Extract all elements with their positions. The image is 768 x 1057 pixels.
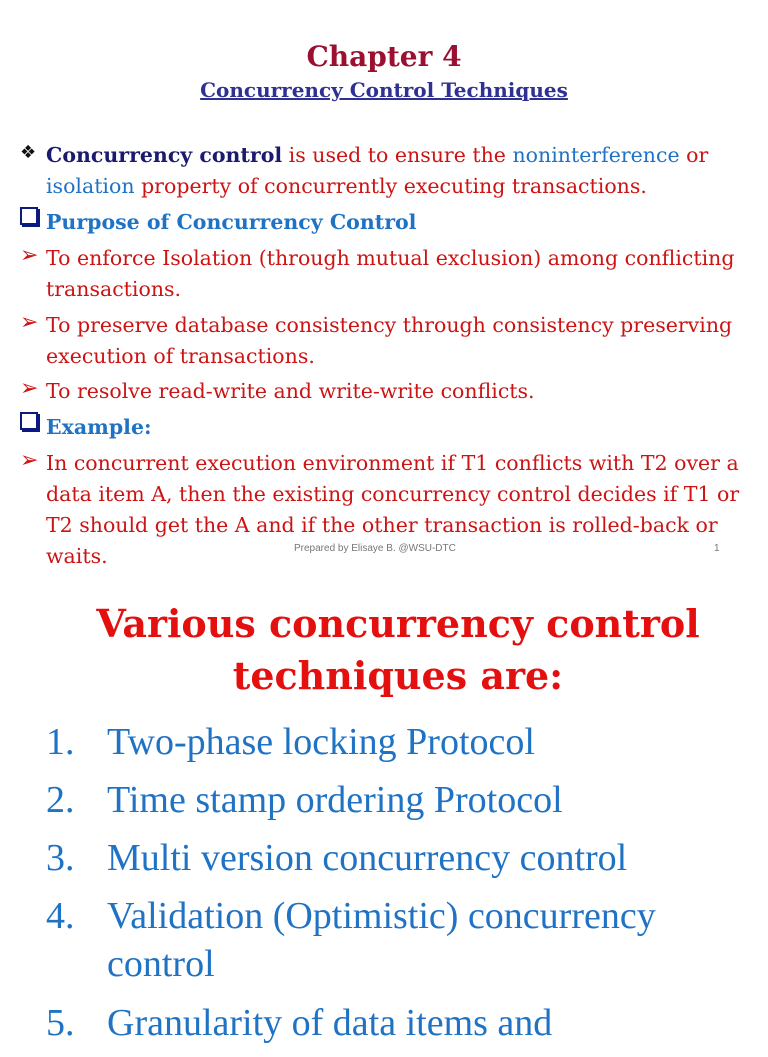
chapter-subtitle: Concurrency Control Techniques <box>200 78 568 102</box>
techniques-title-line-2: techniques are: <box>232 653 564 698</box>
techniques-title-line-1: Various concurrency control <box>96 601 700 646</box>
checkbox-square-bullet-icon <box>20 207 38 229</box>
purpose-item-text: To enforce Isolation (through mutual exclusion) among conflicting transactions. <box>46 246 735 301</box>
list-item-text: Time stamp ordering Protocol <box>107 779 563 821</box>
purpose-section <box>20 207 745 238</box>
four-diamond-bullet-icon: ❖ <box>20 142 37 163</box>
arrowhead-bullet-icon: ➢ <box>20 243 39 268</box>
purpose-item <box>20 243 745 305</box>
noninterference-term: noninterference <box>512 143 680 167</box>
list-item <box>46 892 746 999</box>
page-number: 1 <box>714 543 720 554</box>
list-item <box>46 999 746 1057</box>
isolation-term: isolation <box>46 174 135 198</box>
list-item-number: 5. <box>46 1002 75 1044</box>
purpose-item-text: To preserve database consistency through consistency preserving execution of transactions. <box>46 313 733 368</box>
list-item-number: 2. <box>46 779 75 821</box>
intro-bullet-text <box>46 140 745 202</box>
purpose-item <box>20 310 745 372</box>
techniques-list <box>46 718 746 1057</box>
arrowhead-bullet-icon: ➢ <box>20 376 39 401</box>
list-item-text: Two-phase locking Protocol <box>107 721 535 763</box>
chapter-title: Chapter 4 <box>306 40 462 73</box>
concurrency-control-term: Concurrency control <box>46 143 283 167</box>
intro-text-1: is used to ensure the <box>282 143 513 167</box>
checkbox-square-bullet-icon <box>20 412 38 434</box>
techniques-title <box>0 598 768 702</box>
purpose-heading: Purpose of Concurrency Control <box>46 210 417 234</box>
list-item <box>46 776 746 834</box>
list-item-text: Granularity of data items and <box>107 1002 553 1044</box>
list-item <box>46 834 746 892</box>
list-item-text: Multi version concurrency control <box>107 837 628 879</box>
purpose-item-text: To resolve read-write and write-write conflicts. <box>46 379 535 403</box>
purpose-item <box>20 376 745 407</box>
list-item <box>46 718 746 776</box>
list-item-number: 4. <box>46 895 75 937</box>
list-item-text: Validation (Optimistic) concurrency control <box>107 895 656 985</box>
list-item-number: 1. <box>46 721 75 763</box>
intro-text-3: property of concurrently executing transactions. <box>134 174 647 198</box>
example-text: In concurrent execution environment if T1 conflicts with T2 over a data item A, then the existing concurrency control decides if T1 or T2 should get the A and if the other transaction is rolled-back or waits. <box>46 451 740 568</box>
list-item-number: 3. <box>46 837 75 879</box>
intro-bullet <box>20 140 745 202</box>
example-heading: Example: <box>46 415 152 439</box>
intro-text-2: or <box>679 143 709 167</box>
example-section <box>20 412 745 443</box>
arrowhead-bullet-icon: ➢ <box>20 310 39 335</box>
arrowhead-bullet-icon: ➢ <box>20 448 39 473</box>
footer-credit: Prepared by Elisaye B. @WSU-DTC <box>294 543 456 554</box>
